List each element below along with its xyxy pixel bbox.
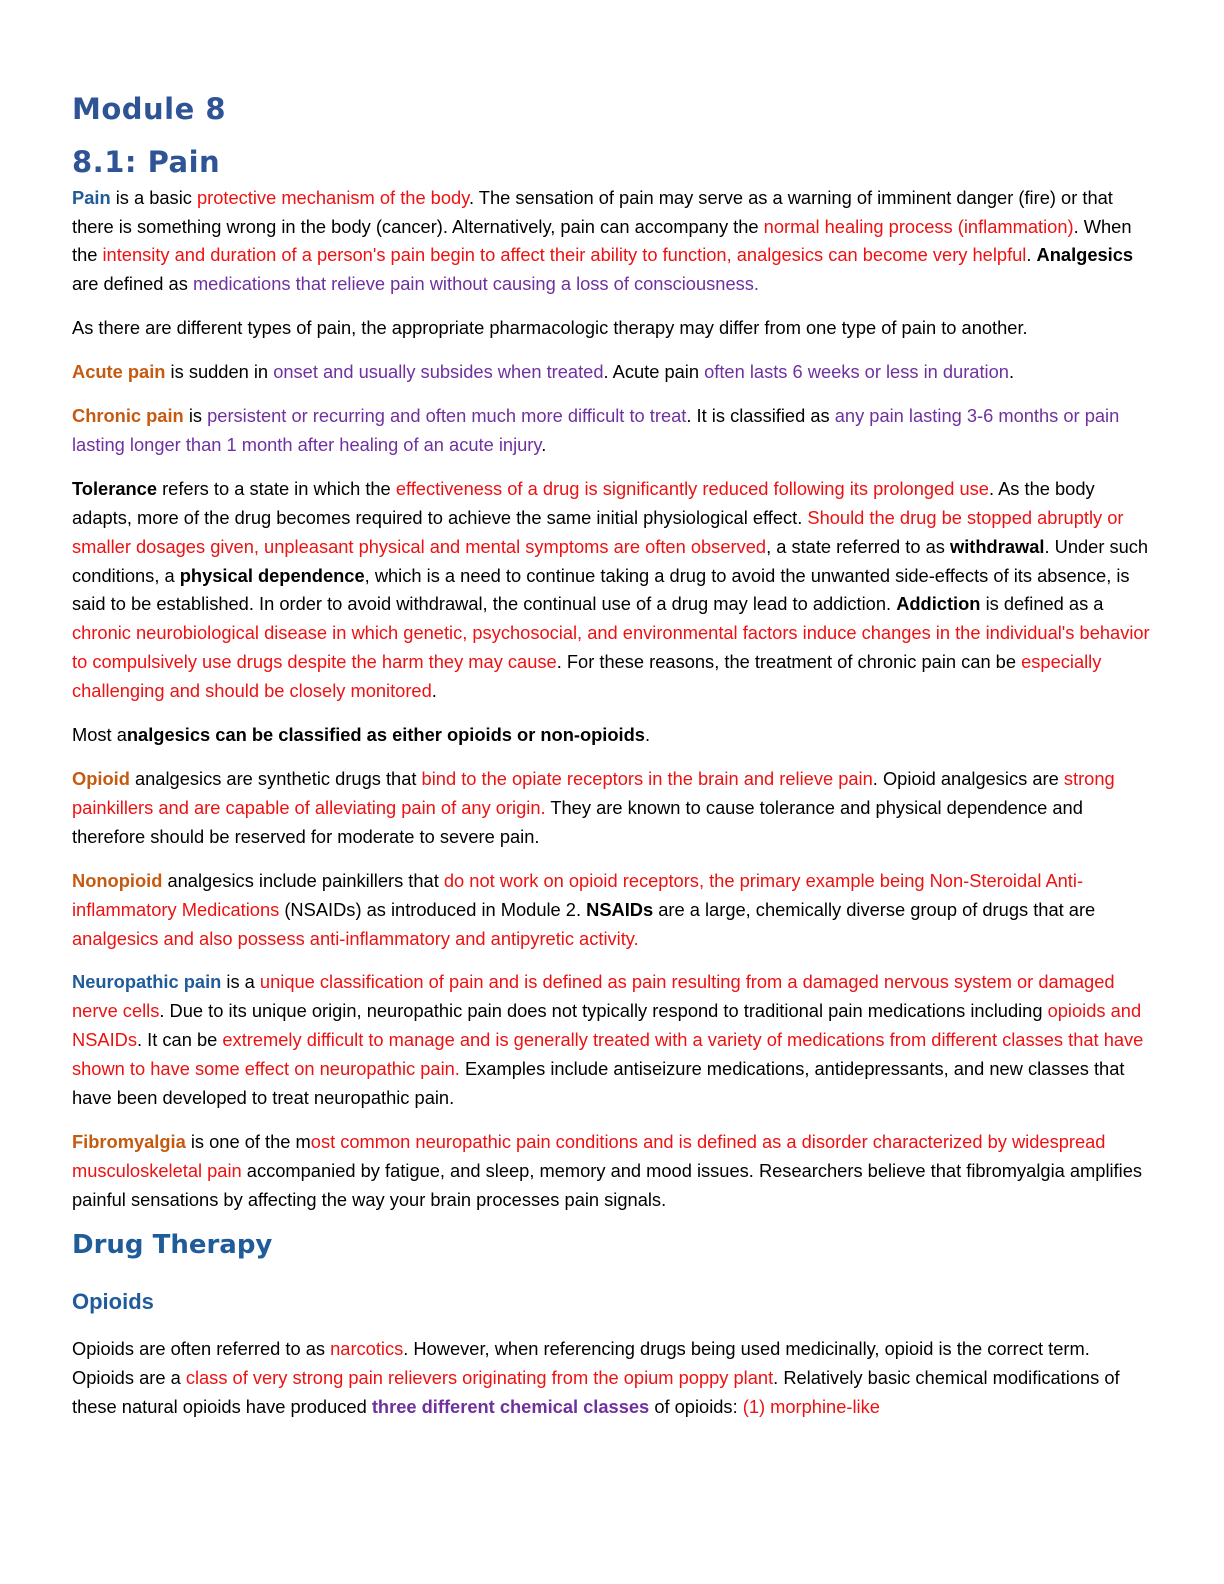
section-title: 8.1: Pain xyxy=(72,144,221,179)
drug-therapy-title: Drug Therapy xyxy=(72,1229,273,1260)
chronic-pain-paragraph: Chronic pain is persistent or recurring and often much more difficult to treat. It is classified as any pain lasting 3-6 months or pain lasting longer than 1 month after healing of an acute injury. xyxy=(72,405,1120,455)
tolerance-paragraph: Tolerance refers to a state in which the effectiveness of a drug is significantly reduced following its prolonged use. As the body adapts, more of the drug becomes required to achieve the same initial physiological effect. Should the drug be stopped abruptly or smaller dosages given, unpleasant physical and mental symptoms are often observed, a state referred to as withdrawal. Under such conditions, a physical dependence, which is a need to continue taking a drug to avoid the unwanted side-effects of its absence, is said to be established. In order to avoid withdrawal, the continual use of a drug may lead to addiction. Addiction is defined as a chronic neurobiological disease in which genetic, psychosocial, and environmental factors induce changes in the individual's behavior to compulsively use drugs despite the harm they may cause. For these reasons, the treatment of chronic pain can be especially challenging and should be closely monitored. xyxy=(72,477,1150,702)
fibromyalgia-paragraph: Fibromyalgia is one of the most common neuropathic pain conditions and is defined as a disorder characterized by widespread musculoskeletal pain accompanied by fatigue, and sleep, memory and mood issues. Researchers believe that fibromyalgia amplifies painful sensations by affecting the way your brain processes pain signals. xyxy=(72,1130,1143,1210)
nonopioid-paragraph: Nonopioid analgesics include painkillers that do not work on opioid receptors, the primary example being Non-Steroidal Anti-inflammatory Medications (NSAIDs) as introduced in Module 2. NSAIDs are a large, chemically diverse group of drugs that are analgesics and also possess anti-inflammatory and antipyretic activity. xyxy=(72,869,1096,949)
pain-types-paragraph: As there are different types of pain, the appropriate pharmacologic therapy may differ from one type of pain to another. xyxy=(72,317,1028,339)
neuropathic-pain-paragraph: Neuropathic pain is a unique classification of pain and is defined as pain resulting from a damaged nervous system or damaged nerve cells. Due to its unique origin, neuropathic pain does not typically respond to traditional pain medications including opioids and NSAIDs. It can be extremely difficult to manage and is generally treated with a variety of medications from different classes that have shown to have some effect on neuropathic pain. Examples include antiseizure medications, antidepressants, and new classes that have been developed to treat neuropathic pain. xyxy=(72,971,1144,1109)
analgesics-classification-paragraph: Most analgesics can be classified as either opioids or non-opioids. xyxy=(72,724,651,746)
acute-pain-paragraph: Acute pain is sudden in onset and usually subsides when treated. Acute pain often lasts 6 weeks or less in duration. xyxy=(72,361,1015,383)
opioids-intro-paragraph: Opioids are often referred to as narcotics. However, when referencing drugs being used medicinally, opioid is the correct term. Opioids are a class of very strong pain relievers originating from the opium poppy plant. Relatively basic chemical modifications of these natural opioids have produced three different chemical classes of opioids: (1) morphine-like xyxy=(72,1338,1120,1418)
pain-paragraph: Pain is a basic protective mechanism of the body. The sensation of pain may serve as a warning of imminent danger (fire) or that there is something wrong in the body (cancer). Alternatively, pain can accompany the normal healing process (inflammation). When the intensity and duration of a person's pain begin to affect their ability to function, analgesics can become very helpful. Analgesics are defined as medications that relieve pain without causing a loss of consciousness. xyxy=(72,186,1134,295)
module-title: Module 8 xyxy=(72,92,227,126)
opioids-subtitle: Opioids xyxy=(72,1288,154,1314)
opioid-paragraph: Opioid analgesics are synthetic drugs that bind to the opiate receptors in the brain and relieve pain. Opioid analgesics are strong painkillers and are capable of alleviating pain of any origin. They are known to cause tolerance and physical dependence and therefore should be reserved for moderate to severe pain. xyxy=(72,768,1115,847)
